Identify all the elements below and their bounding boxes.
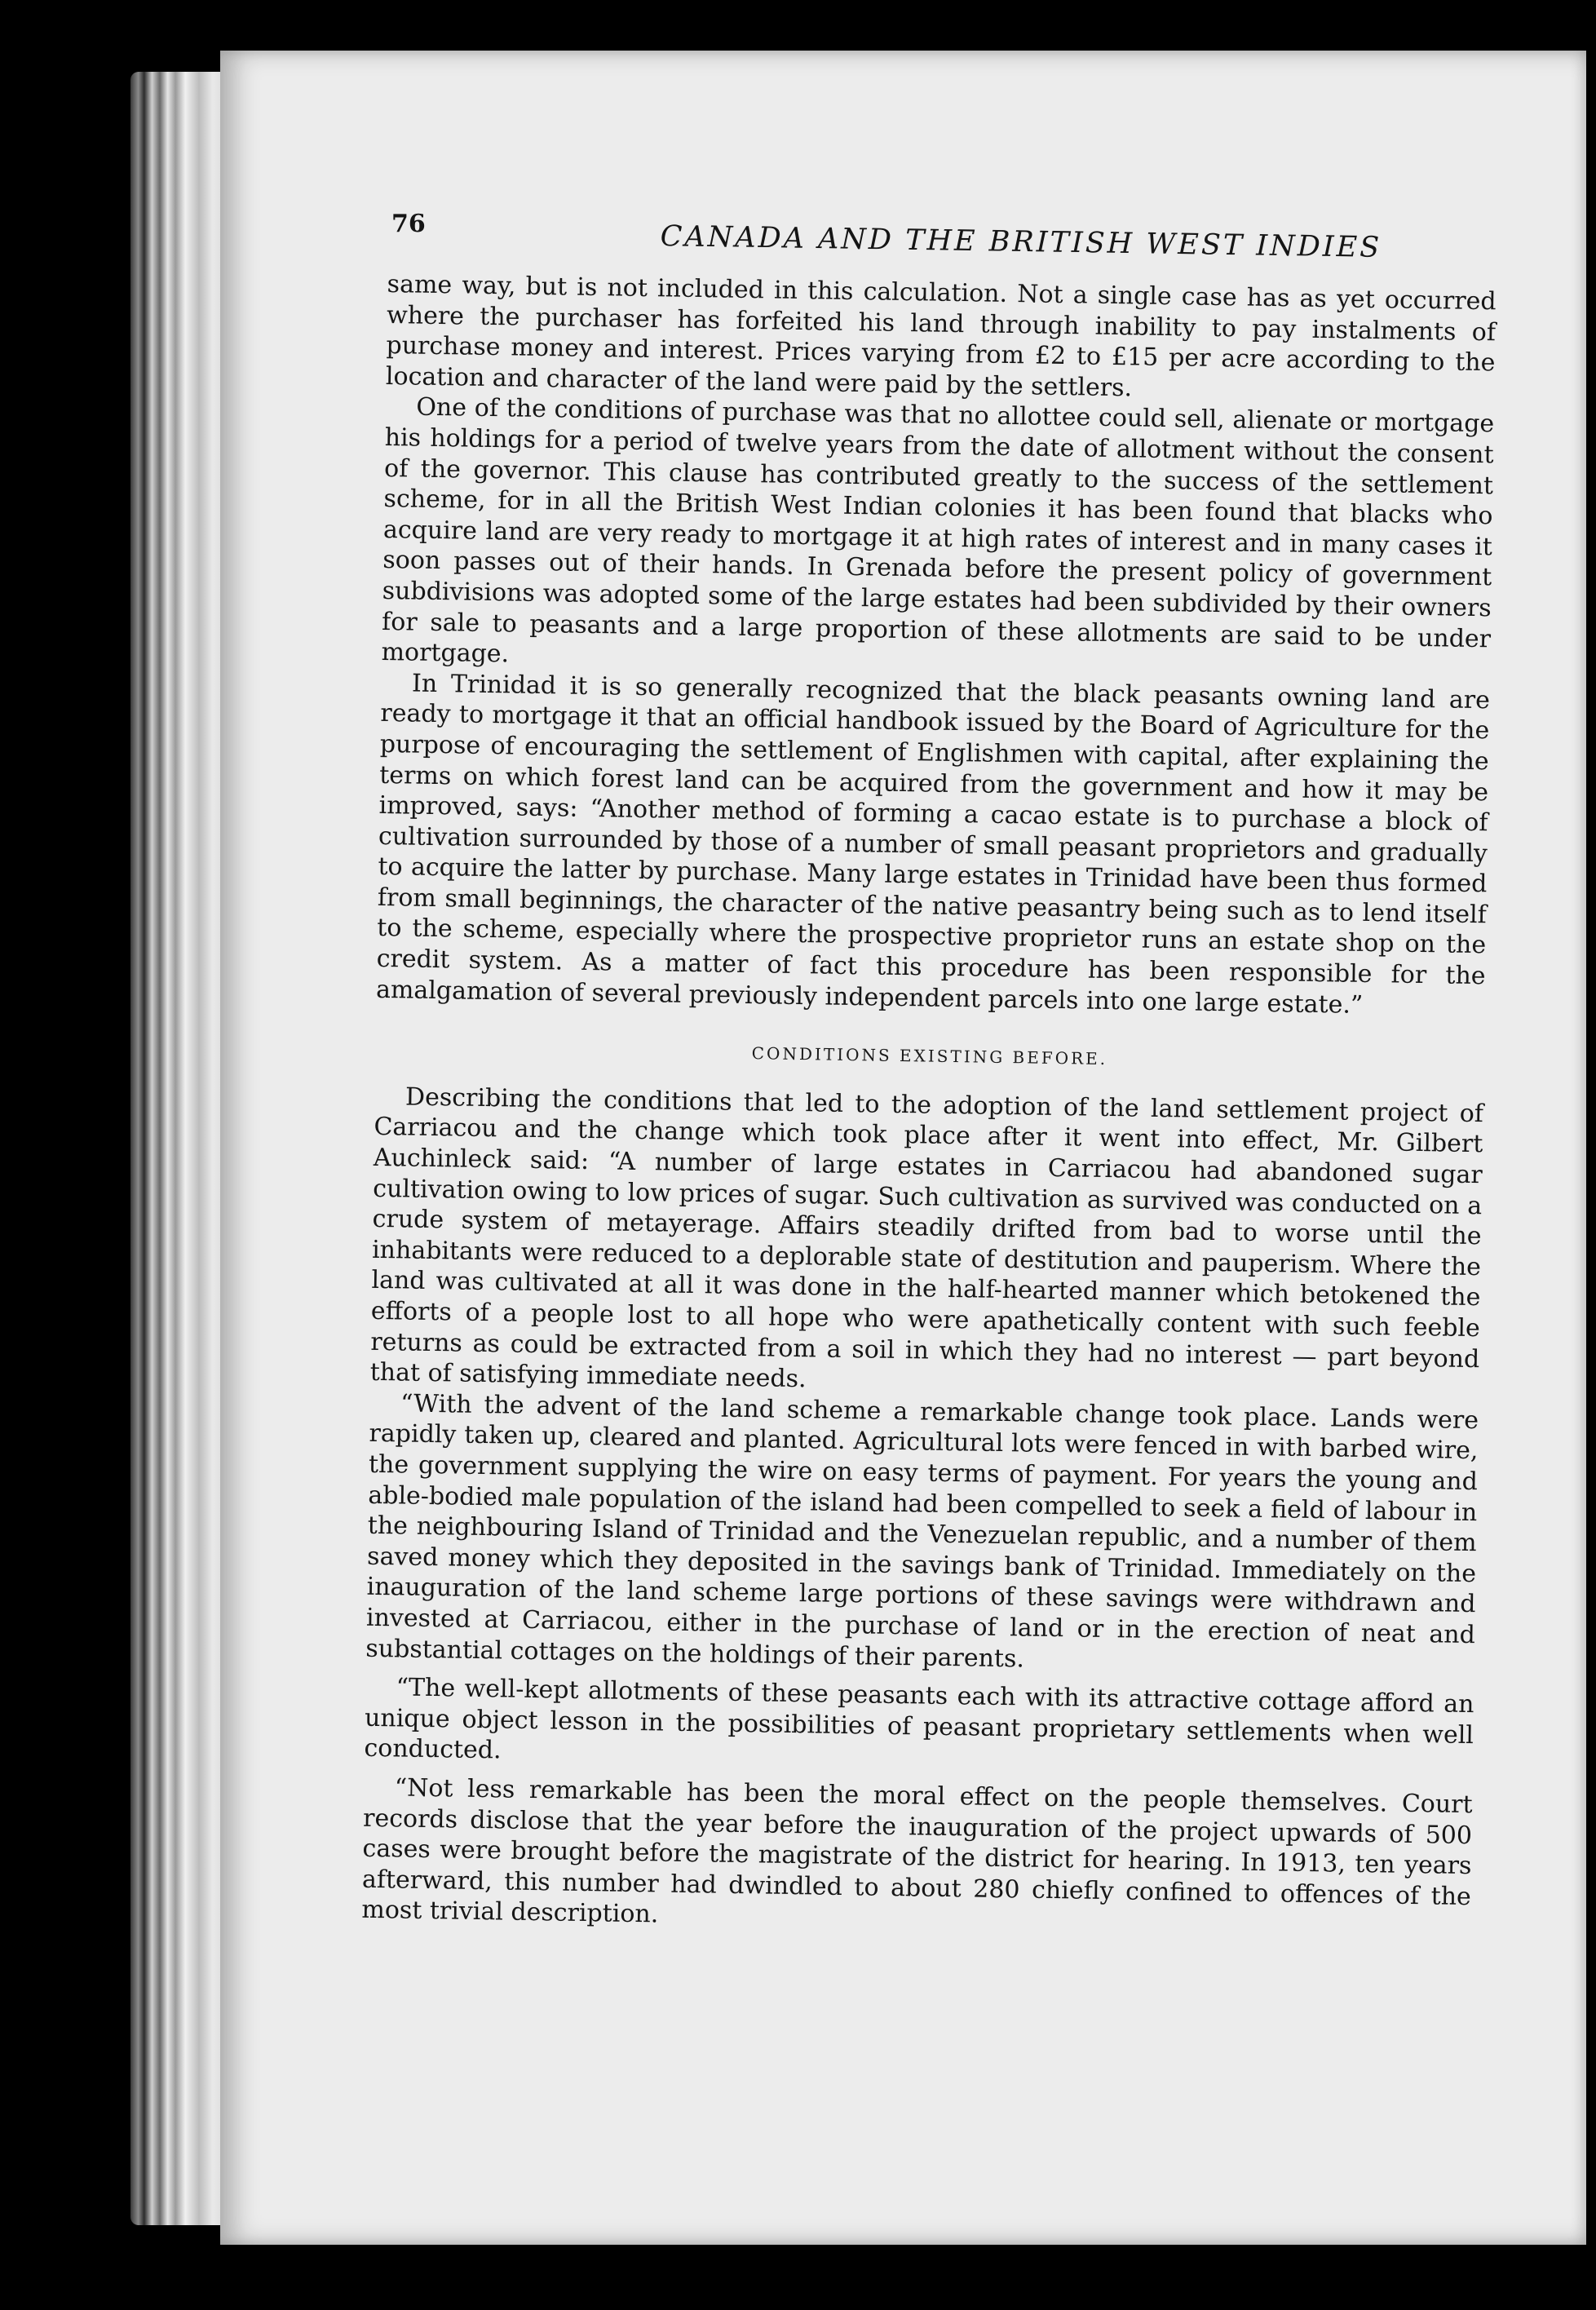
paragraph-6: “The well-kept allotments of these peasants each with its attractive cottage afford an unique object lesson in the possibilities of peasant proprietary settlements when well conducted. (364, 1673, 1474, 1765)
running-head: CANADA AND THE BRITISH WEST INDIES (660, 220, 1382, 264)
body-text (361, 269, 1497, 1943)
paragraph-5: “With the advent of the land scheme a remarkable change took place. Lands were rapidly taken up, cleared and planted. Agricultural lots were fenced in with barbed wire, the government supplying the wire on easy terms of payment. For years the young and able-bodied male population of the island had been compelled to seek a field of labour in the neighbouring Island of Trinidad and the Venezuelan republic, and a number of them saved money which they deposited in the savings bank of Trinidad. Immediately on the inauguration of the land scheme large portions of these savings were withdrawn and invested at Carriacou, either in the purchase of land or in the erection of neat and substantial cottages on the holdings of their parents. (365, 1389, 1479, 1674)
paragraph-3: In Trinidad it is so generally recognized that the black peasants owning land are ready to mortgage it that an official handbook issued by the Board of Agriculture for the purpose of encouraging the settlement of Englishmen with capital, after explaining the terms on which forest land can be acquired from the government and how it may be improved, says: “Another method of forming a cacao estate is to purchase a block of cultivation surrounded by those of a number of small peasant proprietors and gradually to acquire the latter by purchase. Many large estates in Trinidad have been thus formed from small beginnings, the character of the native peasantry being such as to lend itself to the scheme, especially where the prospective proprietor runs an estate shop on the credit system. As a matter of fact this procedure has been responsible for the amalgamation of several previously independent parcels into one large estate.” (375, 669, 1491, 1020)
book-page (220, 51, 1586, 2245)
book-spine (130, 72, 228, 2225)
paragraph-1: same way, but is not included in this calculation. Not a single case has as yet occurred where the purchaser has forfeited his land through inability to pay instalments of purchase money and interest. Prices varying from £2 to £15 per acre according to the location and character of the land were paid by the settlers. (385, 269, 1497, 403)
paragraph-7: “Not less remarkable has been the moral effect on the people themselves. Court records disclose that the year before the inauguration of the project upwards of 500 cases were brought before the magistrate of the district for hearing. In 1913, ten years afterward, this number had dwindled to about 280 chiefly confined to offences of the most trivial description. (361, 1773, 1473, 1929)
paragraph-2: One of the conditions of purchase was that no allottee could sell, alienate or mortgage his holdings for a period of twelve years from the date of allotment without the consent of the governor. This clause has contributed greatly to the success of the settlement scheme, for in all the British West Indian colonies it has been found that blacks who acquire land are very ready to mortgage it at high rates of interest and in many cases it soon passes out of their hands. In Grenada before the present policy of government subdivisions was adopted some of the large estates had been subdivided by their owners for sale to peasants and a large proportion of these allotments are said to be under mortgage. (381, 392, 1495, 669)
section-heading: CONDITIONS EXISTING BEFORE. (751, 1043, 1108, 1069)
page-number: 76 (391, 210, 426, 238)
paragraph-4: Describing the conditions that led to the adoption of the land settlement project of Carriacou and the change which took place after it went into effect, Mr. Gilbert Auchinleck said: “A number of large estates in Carriacou had abandoned sugar cultivation owing to low prices of sugar. Such cultivation as survived was conducted on a crude system of metayerage. Affairs steadily drifted from bad to worse until the inhabitants were reduced to a deplorable state of destitution and pauperism. Where the land was cultivated at all it was done in the half-hearted manner which betokened the efforts of a people lost to all hope who were apathetically content with such feeble returns as could be extracted from a soil in which they had no interest — part beyond that of satisfying immediate needs. (369, 1082, 1484, 1394)
